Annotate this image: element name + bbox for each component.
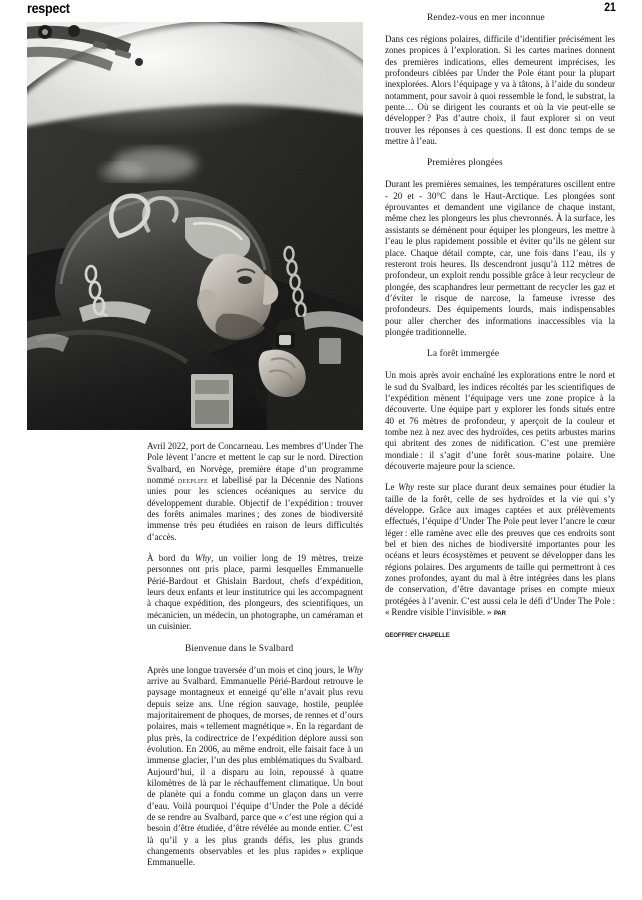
vessel-name-why: Why bbox=[346, 664, 363, 675]
masthead-title: respect bbox=[27, 1, 70, 16]
program-name-deeplife: deeplife bbox=[177, 475, 208, 486]
section-body-foret-immergee: Un mois après avoir enchaîné les explorations entre le nord et le sud du Svalbard, les indices récoltés par les scientifiques de l’expédition mènent l’équipage vers une zone propice à la découverte. Une équipe part y explorer les fonds situés entre 40 et 76 mètres de profondeur, y aperçoit de la couleur et tombe nez à nez avec des hydroïdes, ces petits arbustes marins qui abritent des zones de nidification. C’est une première mondiale : il s’agit d’une forêt sous-marine polaire. Une découverte majeure pour la science. bbox=[385, 370, 615, 471]
vessel-name-why: Why bbox=[398, 482, 415, 493]
paragraph-avril-before: Avril 2022, port de Concarneau. Les membres d’Under The Pole lèvent l’ancre et mettent le cap sur le nord. Direction Svalbard, en Norvège, première étape d’un programme nommé bbox=[147, 441, 363, 486]
section-body-premieres-plongees: Durant les premières semaines, les températures oscillent entre - 20 et - 30°C dans le Haut-Arctique. Les plongées sont éprouvantes et demandent une vigilance de chaque instant, même chez les plongeurs les plus chevronnés. À la surface, les assistants se démènent pour équiper les plongeurs, les mettre à l’eau le plus rapidement possible et éviter qu’ils ne gèlent sur place. Chaque détail compte, car, une fois dans l’eau, ils y resteront trois heures. Ils descendront jusqu’à 112 mètres de profondeur, un exploit rendu possible grâce à leur recycleur de plongée, des scaphandres leur permettant de recycler les gaz et d’éviter le risque de narcose, la fameuse ivresse des profondeurs. Des équipements lourds, mais indispensables pour aller chercher des informations inaccessibles via la plongée traditionnelle. bbox=[385, 179, 615, 337]
paragraph-avril bbox=[147, 441, 363, 543]
byline-par: PAR bbox=[493, 610, 506, 618]
section-body-rendez-vous: Dans ces régions polaires, difficile d’identifier précisément les zones propices à l’exploration. Si les cartes marines donnent des premières indications, elles demeurent imprécises, les profondeurs ciblées par Under the Pole étant pour la plupart inexplorées. Alors l’équipage y va à tâtons, à l’aide du sondeur notamment, pour savoir à quoi ressemble le fond, le substrat, la pente… Où se dirigent les courants et où la vie peut-elle se développer ? Pas d’autre choix, il faut explorer si on veut trouver les réponses à ces questions. Il est donc temps de se mettre à l’eau. bbox=[385, 34, 615, 147]
final-paragraph-after: reste sur place durant deux semaines pour étudier la taille de la forêt, celle de ses hydroïdes et la vie qui s’y développe. Grâce aux images captées et aux prélèvements effectués, l’équipe d’Under The Pole peut lever l’ancre le cœur léger : elle ramène avec elle des preuves que ces endroits sont bel et bien des niches de biodiversité importantes pour les océans et leurs écosystèmes et peuvent se développer dans les régions polaires. Des arguments de taille qui permettront à ces zones profondes, ayant du mal à être intégrées dans les plans de conservation, d’être davantage prises en compte mieux protégées à l’avenir. C’est aussi cela le défi d’Under The Pole : « Rendre visible l’invisible. » bbox=[385, 482, 615, 618]
vessel-name-why: Why bbox=[194, 553, 212, 564]
final-paragraph bbox=[385, 482, 615, 619]
photo-graphic bbox=[27, 22, 363, 430]
section-heading-rendez-vous: Rendez-vous en mer inconnue bbox=[427, 13, 545, 23]
section-heading-bienvenue: Bienvenue dans le Svalbard bbox=[185, 643, 294, 654]
paragraph-apres bbox=[147, 665, 363, 869]
right-text-column bbox=[385, 12, 615, 642]
paragraph-apres-before: Après une longue traversée d’un mois et cinq jours, le bbox=[147, 664, 347, 675]
left-text-column bbox=[147, 441, 363, 869]
byline-author: GEOFFREY CHAPELLE bbox=[385, 632, 450, 640]
page-number: 21 bbox=[604, 2, 616, 14]
byline-author-line bbox=[385, 629, 615, 641]
paragraph-abord-after: , un voilier long de 19 mètres, treize personnes ont pris place, parmi lesquelles Emmanuelle Périé-Bardout et Ghislain Bardout, chefs d’expédition, leurs deux enfants et leur institutrice qui les accompagnent à chaque expédition, des plongeurs, des scientifiques, un mécanicien, un médecin, un photographe, un caméraman et un cuisinier. bbox=[147, 553, 364, 632]
paragraph-avril-after: et labellisé par la Décennie des Nations unies pour les sciences océaniques au service du développement durable. Objectif de l’expédition : trouver des forêts animales marines ; des zones de biodiversité immense très peu étudiées en raison de leurs difficultés d’accès. bbox=[147, 475, 363, 542]
diver-under-dome-photo bbox=[27, 22, 363, 430]
paragraph-apres-after: arrive au Svalbard. Emmanuelle Périé-Bardout retrouve le paysage montagneux et enneigé qu’elle n’avait plus revu depuis seize ans. Une région sauvage, hostile, peuplée majoritairement de phoques, de morses, de rennes et d’ours polaires, mais « tellement magnétique ». En la regardant de plus près, la codirectrice de l’expédition déplore aussi son évolution. En 2006, au même endroit, elle faisait face à un immense glacier, l’un des plus emblématiques du Svalbard. Aujourd’hui, il a disparu au loin, repoussé à quatre kilomètres de là par le réchauffement climatique. Un bout de planète qui a fondu comme un glaçon dans un verre d’eau. Voilà pourquoi l’équipe d’Under the Pole a décidé de se rendre au Svalbard, parce que « c’est une région qui a besoin d’être étudiée, d’être révélée au monde entier. C’est là qu’il y a les plus grands défis, les plus grands changements observables et les plus rapides » explique Emmanuelle. bbox=[147, 675, 363, 868]
paragraph-abord-before: À bord du bbox=[147, 553, 195, 564]
section-heading-premieres-plongees: Premières plongées bbox=[427, 158, 503, 169]
final-paragraph-before: Le bbox=[385, 482, 399, 493]
section-heading-foret-immergee: La forêt immergée bbox=[427, 349, 500, 360]
paragraph-abord bbox=[147, 553, 363, 632]
